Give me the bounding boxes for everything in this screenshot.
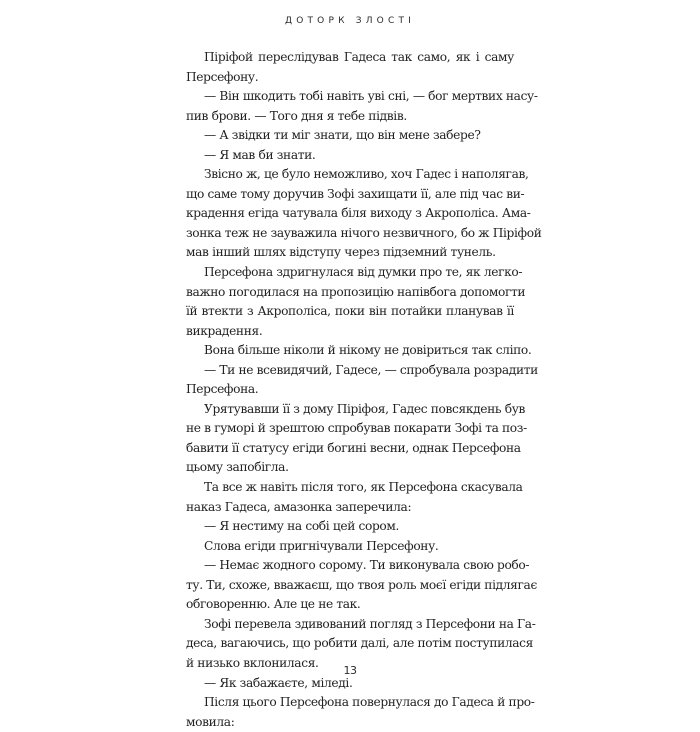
text-line: Персефона здригнулася від думки про те, як легко- [204,265,523,280]
text-line: Зофі перевела здивований погляд з Персефони на Га- [204,616,536,631]
text-line: — Він шкодить тобі навіть уві сні, — бог мертвих насу- [204,89,538,104]
text-line: — Я мав би знати. [204,147,316,162]
text-line: Персефону. [186,69,259,84]
text-line: ту. Ти, схоже, вважаєш, що твоя роль моєї егіди підлягає [186,577,537,592]
text-line: що саме тому доручив Зофі захищати її, але під час ви- [186,186,525,201]
body-text [186,48,542,732]
text-line: мовила: [186,714,235,729]
text-line: пив брови. — Того дня я тебе підвів. [186,108,407,123]
text-line: — Я нестиму на собі цей сором. [204,519,400,534]
text-line: обговоренню. Але це не так. [186,597,361,612]
text-line: крадення егіда чатувала біля виходу з Акрополіса. Ама- [186,206,531,221]
text-line: не в гуморі й зрештою спробував покарати Зофі та поз- [186,421,527,436]
text-line: важно погодилася на пропозицію напівбога допомогти [186,284,526,299]
text-line: Персефона. [186,382,259,397]
text-line: деса, вагаючись, що робити далі, але потім поступилася [186,636,533,651]
text-line: Вона більше ніколи й нікому не довіриться так сліпо. [204,343,532,358]
text-line: Після цього Персефона повернулася до Гадеса й про- [204,695,535,710]
text-line: Звісно ж, це було неможливо, хоч Гадес і наполягав, [204,167,529,182]
text-line: — А звідки ти міг знати, що він мене забере? [204,128,481,143]
text-line: й низько вклонилася. [186,655,319,670]
text-line: Піріфой переслідував Гадеса так само, як і саму [204,50,514,64]
text-line: бавити її статусу егіди богині весни, однак Персефона [186,440,521,455]
text-line: Слова егіди пригнічували Персефону. [204,538,439,553]
text-line: зонка теж не зауважила нічого незвичного, бо ж Піріфой [186,225,542,240]
text-line: мав інший шлях відступу через підземний тунель. [186,245,496,260]
text-line: Та все ж навіть після того, як Персефона скасувала [204,480,523,495]
text-line: наказ Гадеса, амазонка заперечила: [186,499,412,514]
text-line: — Як забажаєте, міледі. [204,675,353,690]
page-number: 13 [343,664,357,677]
text-line: викрадення. [186,323,263,338]
running-head: ДОТОРК ЗЛОСТІ [284,16,416,26]
text-line: їй втекти з Акрополіса, поки він потайки планував її [186,304,514,319]
text-line: цьому запобігла. [186,460,289,475]
text-line: — Немає жодного сорому. Ти виконувала свою робо- [204,558,530,573]
text-line: Урятувавши її з дому Піріфоя, Гадес повсякдень був [204,401,526,416]
text-line: — Ти не всевидячий, Гадесе, — спробувала розрадити [204,362,538,377]
